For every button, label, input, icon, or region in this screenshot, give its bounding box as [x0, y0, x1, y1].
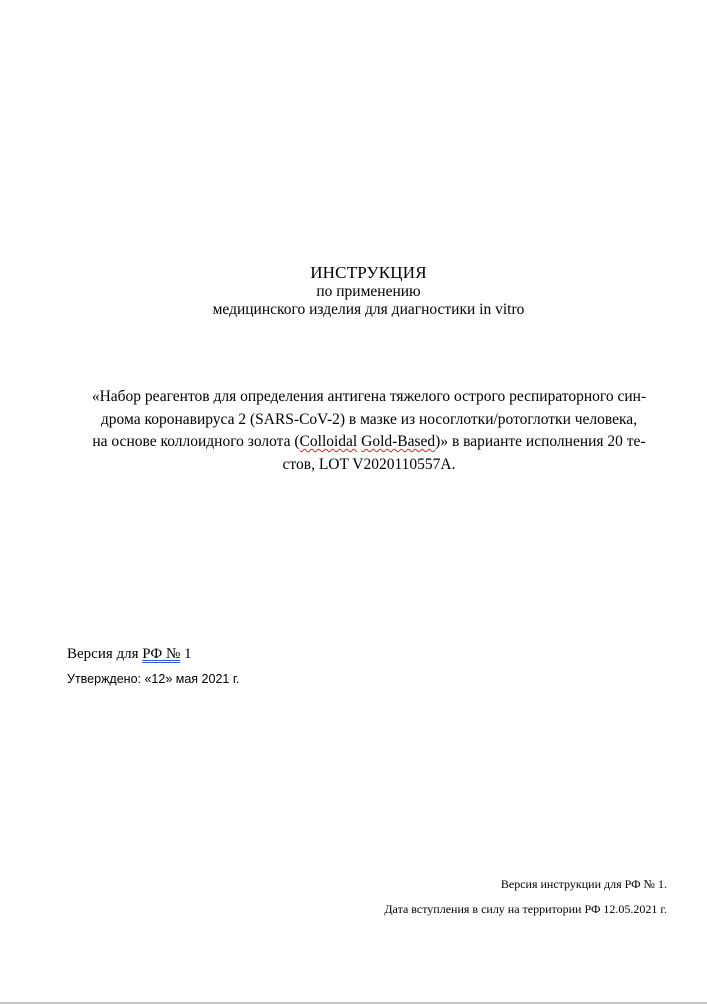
product-line-1: «Набор реагентов для определения антигена тяжелого острого респираторного син- — [91, 388, 647, 405]
product-line-3 — [66, 431, 672, 454]
version-number: 1 — [180, 646, 192, 662]
document-subtitle-line1: по применению — [316, 283, 421, 300]
product-line-3-b: )» в варианте исполнения 20 те- — [435, 433, 646, 450]
footer-effective-date: Дата вступления в силу на территории РФ 12.05.2021 г. — [384, 902, 667, 916]
document-title: ИНСТРУКЦИЯ — [310, 263, 427, 282]
spellcheck-word-gold-based[interactable]: Gold-Based — [361, 433, 436, 450]
product-line-3-a: на основе коллоидного золота ( — [92, 433, 300, 450]
title-block — [0, 262, 707, 319]
product-name — [66, 386, 672, 476]
grammar-marked-text[interactable]: РФ № — [142, 646, 181, 662]
version-prefix: Версия для — [67, 646, 143, 662]
product-line-2: дрома коронавируса 2 (SARS-CoV-2) в мазке из носоглотки/ротоглотки человека, — [100, 410, 638, 428]
product-line-4: стов, LOT V2020110557A. — [282, 455, 456, 473]
spellcheck-word-colloidal[interactable]: Colloidal — [299, 433, 358, 450]
version-line — [67, 645, 192, 663]
approved-date: Утверждено: «12» мая 2021 г. — [67, 672, 240, 686]
document-subtitle-line2: медицинского изделия для диагностики in vitro — [212, 301, 525, 318]
footer-version: Версия инструкции для РФ № 1. — [500, 877, 667, 891]
